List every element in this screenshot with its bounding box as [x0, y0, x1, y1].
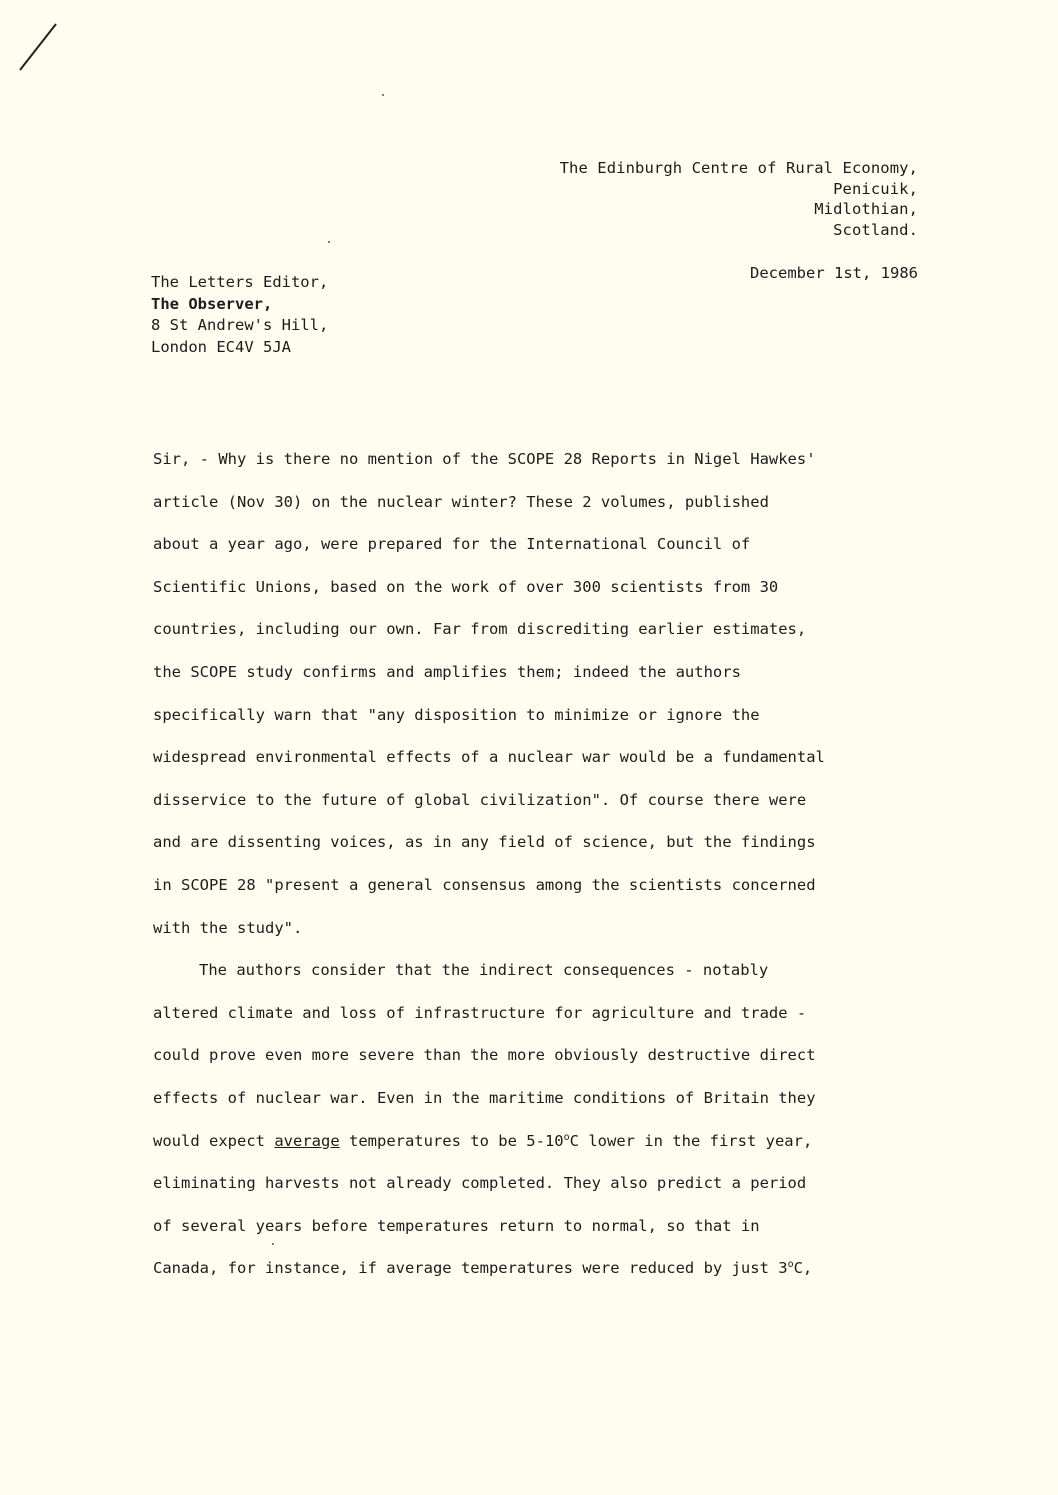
body-line: countries, including our own. Far from discrediting earlier estimates, [153, 620, 807, 639]
body-line [153, 1247, 825, 1290]
body-line: Scientific Unions, based on the work of over 300 scientists from 30 [153, 577, 779, 596]
degree-symbol: o [787, 1259, 794, 1271]
sender-line: Midlothian, [814, 200, 918, 218]
body-line: in SCOPE 28 "present a general consensus among the scientists concerned [153, 875, 816, 894]
body-line: disservice to the future of global civilization". Of course there were [153, 790, 807, 809]
body-text-segment: temperatures to be 5-10 [339, 1131, 564, 1150]
sender-address [560, 158, 918, 240]
recipient-publication: The Observer, [151, 294, 273, 313]
body-line: specifically warn that "any disposition to minimize or ignore the [153, 705, 760, 724]
body-line: The authors consider that the indirect consequences - notably [199, 961, 769, 980]
body-line: and are dissenting voices, as in any field of science, but the findings [153, 833, 816, 852]
body-text-segment: C lower in the first year, [569, 1131, 813, 1150]
body-line: the SCOPE study confirms and amplifies them; indeed the authors [153, 662, 741, 681]
body-text-segment: C, [793, 1259, 813, 1278]
sender-line: The Edinburgh Centre of Rural Economy, [559, 159, 918, 177]
body-line [153, 1120, 825, 1163]
body-line: Sir, - Why is there no mention of the SCOPE 28 Reports in Nigel Hawkes' [153, 450, 816, 468]
underlined-word: average [274, 1131, 340, 1150]
body-line: altered climate and loss of infrastructure for agriculture and trade - [153, 1003, 807, 1022]
body-line: about a year ago, were prepared for the International Council of [153, 535, 751, 554]
paper-speck [328, 241, 330, 243]
paper-speck [382, 94, 384, 96]
body-text-segment: would expect [153, 1131, 275, 1150]
body-line: eliminating harvests not already completed. They also predict a period [153, 1174, 807, 1193]
body-line: with the study". [153, 918, 303, 937]
body-line: could prove even more severe than the more obviously destructive direct [153, 1046, 816, 1065]
letter-date: December 1st, 1986 [750, 264, 918, 282]
recipient-line: London EC4V 5JA [151, 337, 291, 356]
body-line: effects of nuclear war. Even in the maritime conditions of Britain they [153, 1088, 816, 1107]
recipient-line: 8 St Andrew's Hill, [151, 316, 329, 334]
body-line: widespread environmental effects of a nuclear war would be a fundamental [153, 748, 825, 767]
recipient-line: The Letters Editor, [151, 273, 329, 291]
degree-symbol: o [563, 1131, 570, 1143]
sender-line: Scotland. [833, 220, 918, 239]
recipient-address [151, 272, 328, 358]
body-text-segment: Canada, for instance, if average temperatures were reduced by just 3 [153, 1259, 788, 1278]
sender-line: Penicuik, [833, 179, 918, 198]
body-line: article (Nov 30) on the nuclear winter? These 2 volumes, published [153, 492, 769, 511]
pen-stroke-mark [14, 20, 64, 75]
letter-body [153, 438, 825, 1290]
body-line: of several years before temperatures return to normal, so that in [153, 1216, 760, 1235]
